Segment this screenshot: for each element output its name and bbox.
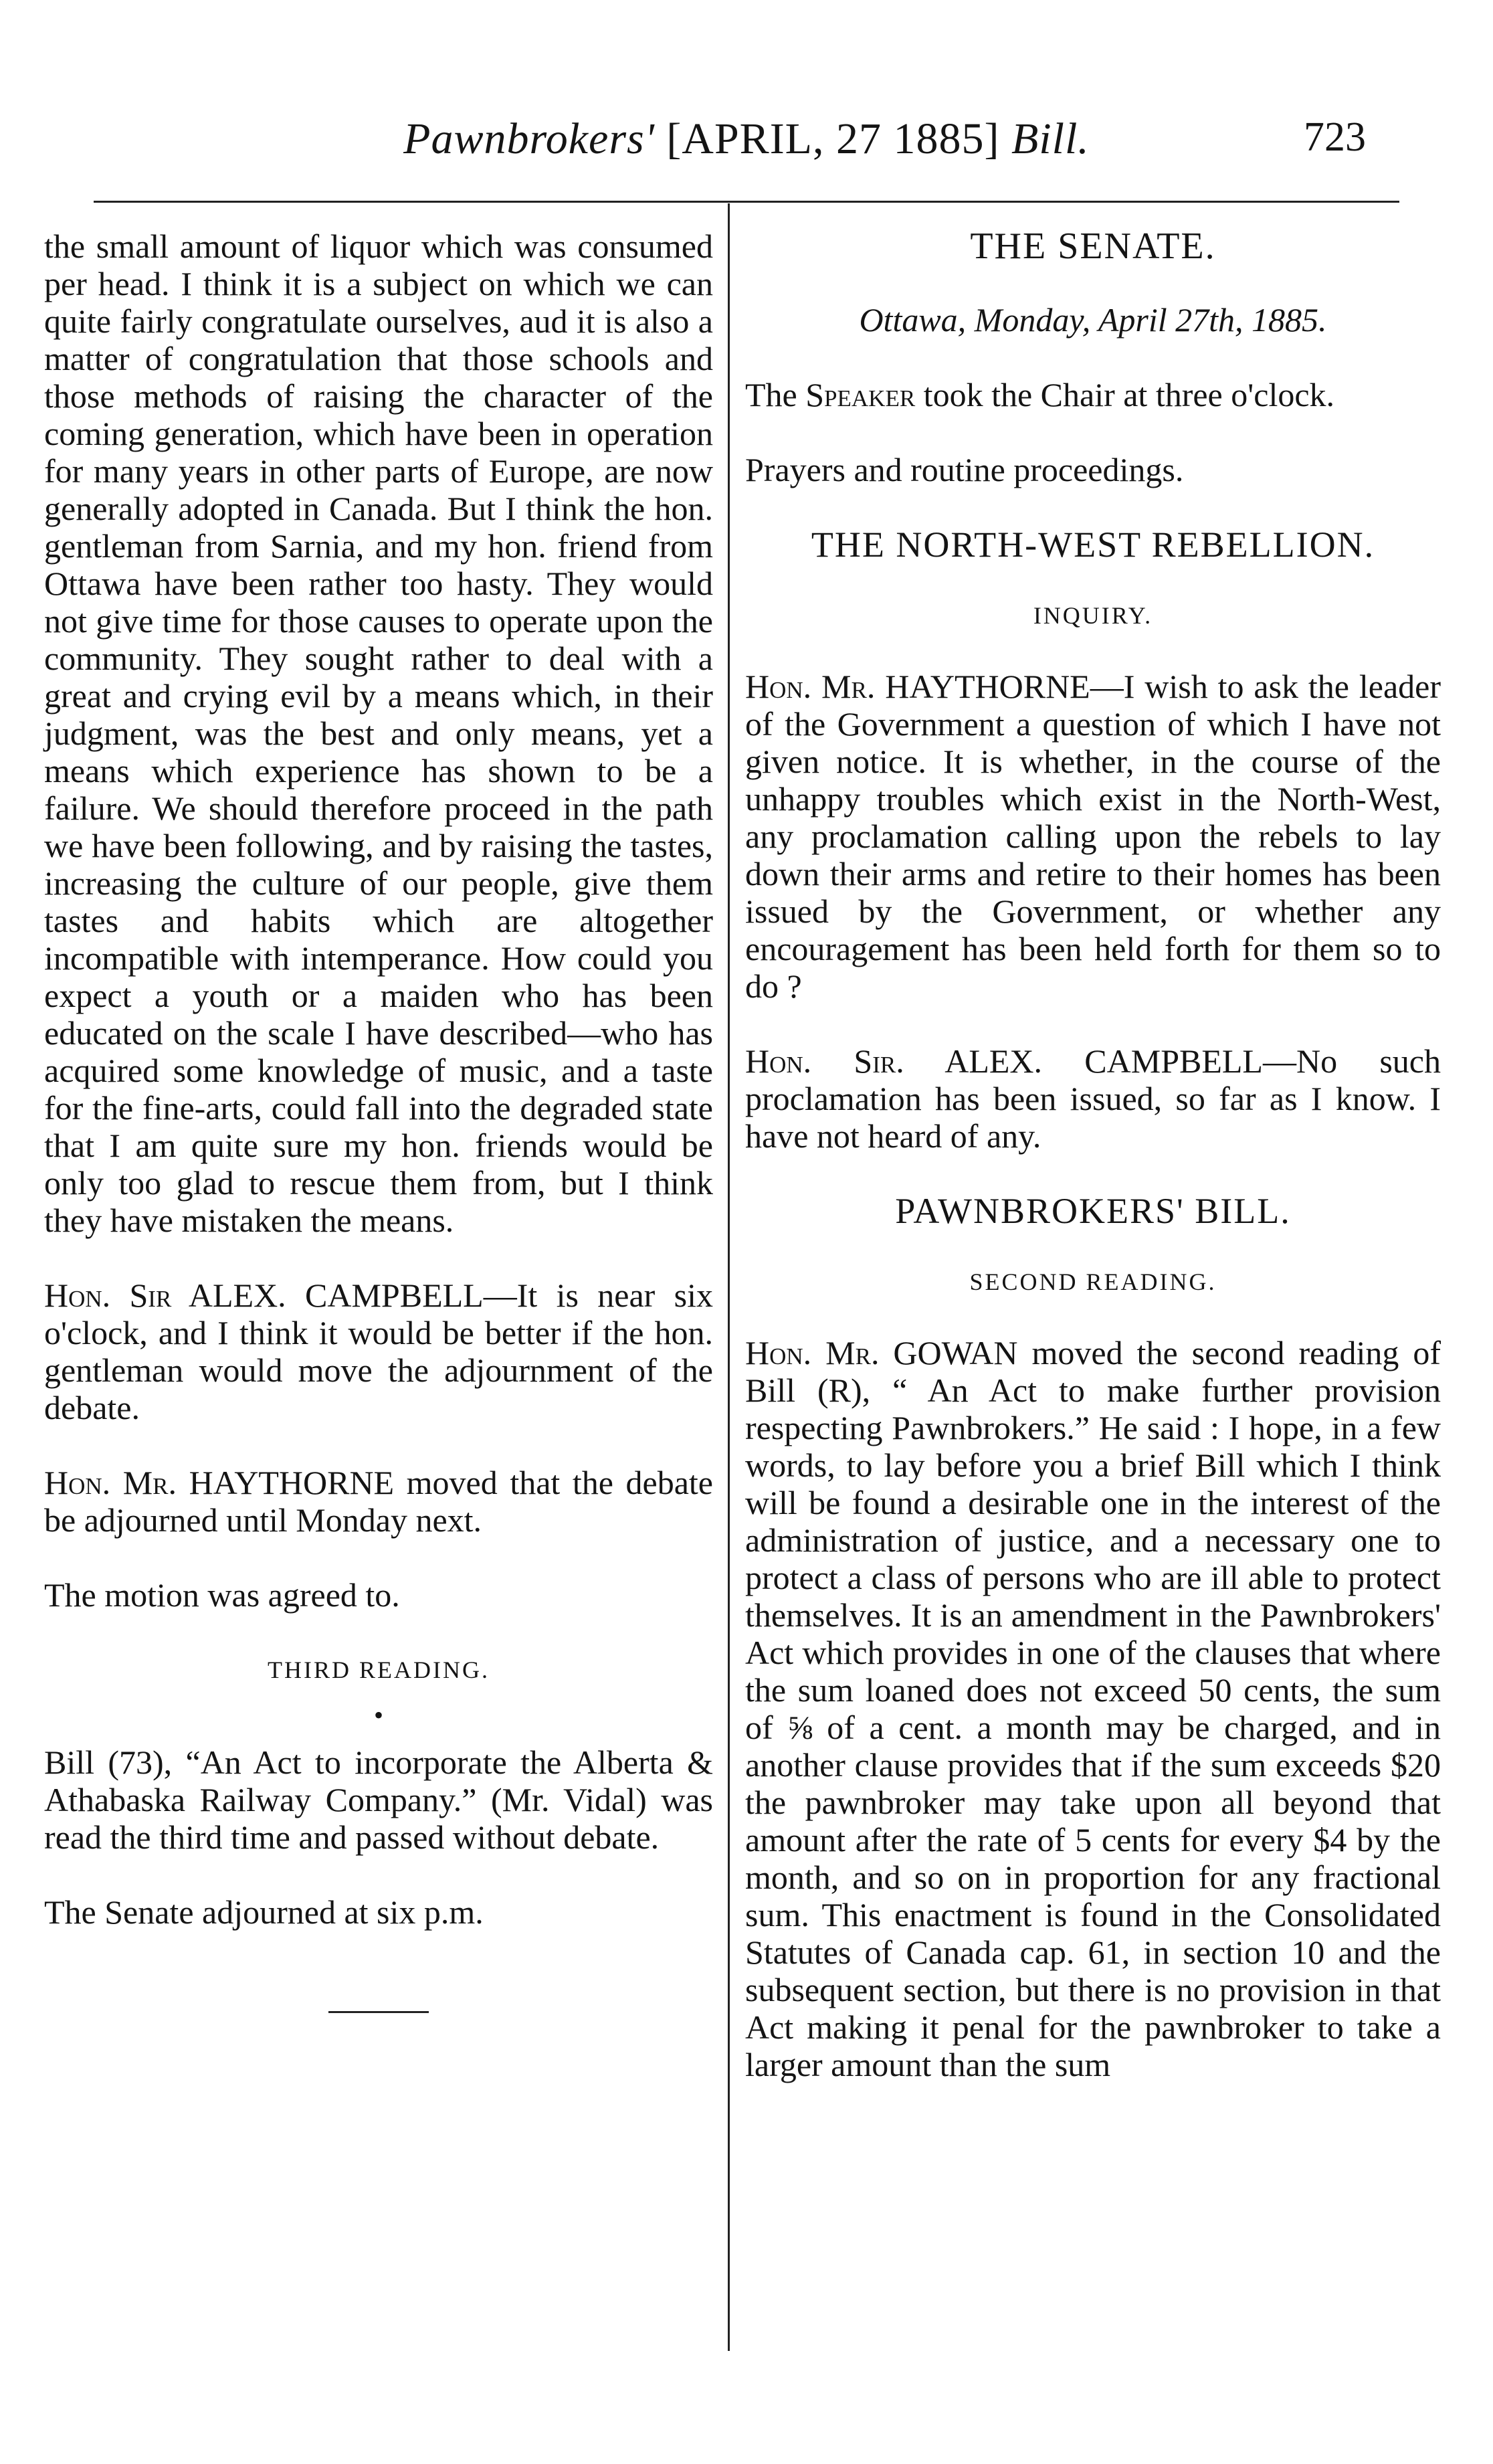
header-rule	[94, 201, 1399, 203]
speech-text: —No such proclamation has been issued, so far as I know. I have not heard of any.	[745, 1042, 1441, 1155]
second-reading-heading: SECOND READING.	[969, 1268, 1217, 1295]
speech-text: —It is near six o'clock, and I think it would be better if the hon. gentleman would move the adjournment of the debate.	[44, 1276, 713, 1426]
header-title-left: Pawnbrokers'	[403, 114, 655, 163]
bill-73-paragraph: Bill (73), “An Act to incorporate the Alberta & Athabaska Railway Company.” (Mr. Vidal) was read the third time and passed without debate.	[44, 1743, 713, 1856]
right-column	[745, 227, 1441, 2083]
campbell-answer-paragraph	[745, 1042, 1441, 1155]
prayers-paragraph: Prayers and routine proceedings.	[745, 451, 1184, 488]
header-title-right: Bill.	[1011, 114, 1090, 163]
text-run: The	[745, 376, 806, 413]
senate-heading: THE SENATE.	[970, 225, 1216, 267]
speech-text: —I wish to ask the leader of the Government a question of which I have not given notice. It is whether, in the course of the unhappy troubles which exist in the North-West, any proclamation calling upon the rebels to lay down their arms and retire to their homes has been issued by the Government, or whether any encouragement has been held forth for them so to do ?	[745, 668, 1441, 1005]
header-title	[0, 114, 1493, 165]
speaker-name: Hon. Sir ALEX. CAMPBELL	[44, 1276, 484, 1314]
speaker-name: Hon. Sir. ALEX. CAMPBELL	[745, 1042, 1263, 1080]
speaker-chair-paragraph	[745, 376, 1441, 413]
left-paragraph-1: the small amount of liquor which was consumed per head. I think it is a subject on which we can quite fairly congratulate ourselves, aud it is also a matter of congratulation that those schools and those methods of raising the character of the coming generation, which have been in operation for many years in other parts of Europe, are now generally adopted in Canada. But I think the hon. gentleman from Sarnia, and my hon. friend from Ottawa have been rather too hasty. They would not give time for those causes to operate upon the community. They sought rather to deal with a great and crying evil by a means which, in their judgment, was the best and only means, yet a means which experience has shown to be a failure. We should therefore proceed in the path we have been following, and by raising the tastes, increasing the culture of our people, give them tastes and habits which are altogether incompatible with intemperance. How could you expect a youth or a maiden who has been educated on the scale I have described—who has acquired some knowledge of music, and a taste for the fine-arts, could fall into the degraded state that I am quite sure my hon. friends would be only too glad to rescue them from, but I think they have mistaken the means.	[44, 227, 713, 1239]
column-divider	[728, 203, 730, 2351]
speech-text: moved that the debate be adjourned until Monday next.	[44, 1464, 713, 1539]
speaker-name: Hon. Mr. GOWAN	[745, 1334, 1018, 1371]
dot-mark: •	[373, 1700, 383, 1730]
speech-text: moved the second reading of Bill (R), “ An Act to make further provision respecting Pawnbrokers.” He said : I hope, in a few words, to lay before you a brief Bill which I think will be found a desirable one in the interest of the administration of justice, and a necessary one to protect a class of persons who are ill able to protect themselves. It is an amendment in the Pawnbrokers' Act which provides in one of the clauses that where the sum loaned does not exceed 50 cents, the sum of ⅝ of a cent. a month may be charged, and in another clause provides that if the sum exceeds $20 the pawnbroker may take upon all beyond that amount after the rate of 5 cents for every $4 by the month, and so on in proportion for any fractional sum. This enactment is found in the Consolidated Statutes of Canada cap. 61, in section 10 and the subsequent section, but there is no provision in that Act making it penal for the pawnbroker to take a larger amount than the sum	[745, 1334, 1441, 2083]
page-number: 723	[1304, 114, 1366, 160]
speaker-word: Speaker	[805, 376, 916, 413]
gowan-paragraph	[745, 1334, 1441, 2083]
senate-adjourned: The Senate adjourned at six p.m.	[44, 1893, 484, 1931]
campbell-adjourn-paragraph	[44, 1276, 713, 1426]
text-run: took the Chair at three o'clock.	[915, 376, 1335, 413]
pawnbrokers-heading: PAWNBROKERS' BILL.	[895, 1191, 1291, 1231]
speaker-name: Hon. Mr. HAYTHORNE	[745, 668, 1090, 705]
third-reading-heading: THIRD READING.	[268, 1656, 490, 1683]
end-rule	[328, 2011, 429, 2013]
speaker-name: Hon. Mr. HAYTHORNE	[44, 1464, 395, 1501]
running-header	[0, 114, 1493, 187]
motion-agreed: The motion was agreed to.	[44, 1576, 400, 1614]
haythorne-question-paragraph	[745, 668, 1441, 1005]
left-column	[44, 227, 713, 2013]
inquiry-heading: INQUIRY.	[1033, 602, 1153, 629]
haythorne-motion-paragraph	[44, 1464, 713, 1539]
rebellion-heading: THE NORTH-WEST REBELLION.	[811, 525, 1375, 565]
date-line: Ottawa, Monday, April 27th, 1885.	[859, 301, 1327, 339]
header-date: [APRIL, 27 1885]	[666, 114, 1000, 163]
